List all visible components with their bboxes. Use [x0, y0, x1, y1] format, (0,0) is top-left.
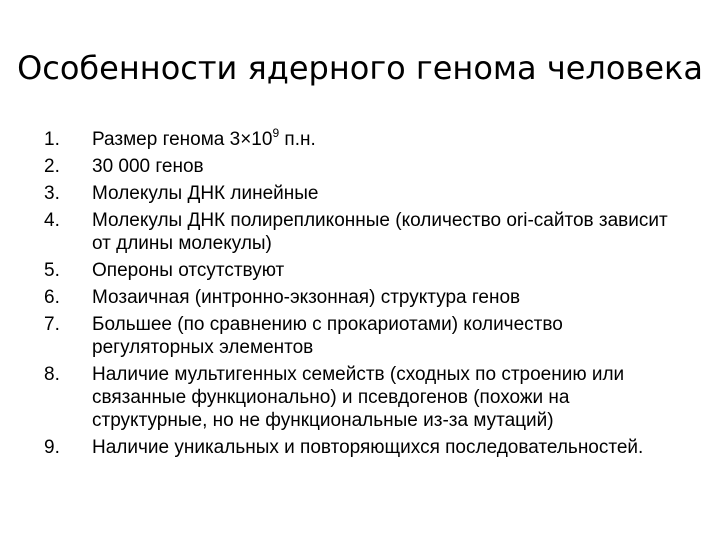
list-item-text: Наличие уникальных и повторяющихся последовательностей.: [92, 437, 644, 458]
list-item-text-unit: п.н.: [279, 129, 316, 150]
list-item-text: Опероны отсутствуют: [92, 260, 285, 281]
list-item-number: 2.: [44, 156, 60, 177]
list-item-text: Большее (по сравнению с прокариотами) количество регуляторных элементов: [92, 314, 563, 358]
list-item: [44, 259, 684, 282]
list-item-text: 30 000 генов: [92, 156, 204, 177]
list-item-text: [92, 125, 684, 151]
list-item-number: 6.: [44, 287, 60, 308]
list-item-number: 9.: [44, 437, 60, 458]
list-item-number: 5.: [44, 260, 60, 281]
list-item: [44, 313, 684, 359]
list-item: [44, 125, 684, 151]
list-item-text: Мозаичная (интронно-экзонная) структура генов: [92, 287, 521, 308]
list-item: [44, 436, 684, 459]
list-item-number: 8.: [44, 364, 60, 385]
list-item-number: 7.: [44, 314, 60, 335]
list-item-text: Молекулы ДНК линейные: [92, 183, 319, 204]
list-item-text: Наличие мультигенных семейств (сходных по строению или связанные функционально) и псевдогенов (похожи на структурные, но не функциональные из-за мутаций): [92, 364, 625, 431]
feature-list: [44, 125, 684, 463]
list-item-number: 3.: [44, 183, 60, 204]
exponent: 9: [272, 125, 280, 140]
list-item-number: 1.: [44, 129, 60, 150]
list-item-text-main: Размер генома 3×10: [92, 129, 273, 150]
list-item-text: Молекулы ДНК полирепликонные (количество ori-сайтов зависит от длины молекулы): [92, 210, 668, 254]
list-item: [44, 155, 684, 178]
list-item: [44, 363, 684, 432]
list-item: [44, 209, 684, 255]
list-item: [44, 182, 684, 205]
slide-title: Особенности ядерного генома человека: [17, 49, 703, 87]
list-item-number: 4.: [44, 210, 60, 231]
list-item: [44, 286, 684, 309]
